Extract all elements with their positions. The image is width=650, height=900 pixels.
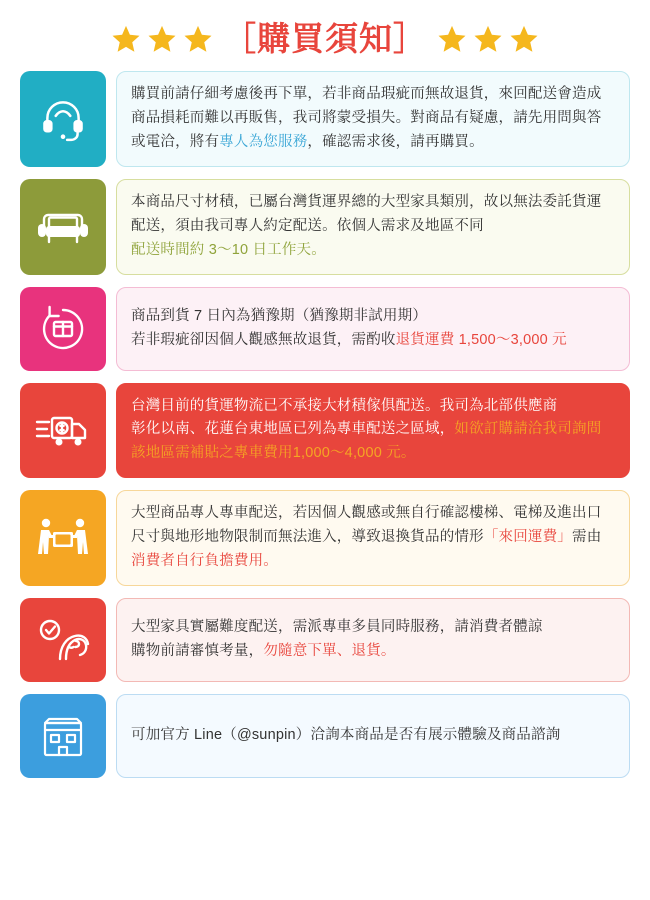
notice-line: 或電洽，將有專人為您服務，確認需求後，請再購買。 bbox=[131, 133, 484, 150]
movers-carry-icon bbox=[20, 490, 106, 586]
notice-row-delivery-size bbox=[20, 179, 630, 275]
star-icon bbox=[437, 24, 467, 54]
notice-row-access-restriction bbox=[20, 490, 630, 586]
notice-row-service bbox=[20, 71, 630, 167]
customer-check-icon bbox=[20, 598, 106, 682]
freight-truck-icon bbox=[20, 383, 106, 479]
star-icon bbox=[111, 24, 141, 54]
notice-line: 本商品尺寸材積，已屬台灣貨運界總的大型家具類別，故以無法委託貨運 bbox=[131, 193, 602, 210]
notice-line: 商品到貨 7 日內為猶豫期（猶豫期非試用期） bbox=[131, 307, 428, 324]
page-title-text: ［購買須知］ bbox=[223, 20, 427, 57]
notice-line: 配送，須由我司專人約定配送。依個人需求及地區不同 bbox=[131, 217, 484, 234]
notice-row-remote-area-fee bbox=[20, 383, 630, 479]
notice-line: 大型商品專人專車配送，若因個人觀感或無自行確認樓梯、電梯及進出口 bbox=[131, 505, 602, 522]
notice-line: 配送時間約 3～10 日工作天。 bbox=[131, 241, 326, 258]
notice-text-delivery-size bbox=[116, 179, 630, 275]
notice-text-return-period bbox=[116, 287, 630, 371]
notice-text-remote-area-fee bbox=[116, 383, 630, 479]
notice-line: 購買前請仔細考慮後再下單，若非商品瑕疵而無故退貨，來回配送會造成 bbox=[131, 86, 602, 102]
notice-text-careful-purchase bbox=[116, 598, 630, 682]
notice-line: 該地區需補貼之專車費用1,000～4,000 元。 bbox=[131, 445, 416, 462]
notice-row-return-period bbox=[20, 287, 630, 371]
sofa-icon bbox=[20, 179, 106, 275]
notice-line: 尺寸與地形地物限制而無法進入，導致退換貨品的情形「來回運費」需由 bbox=[131, 529, 602, 546]
notice-line: 若非瑕疵卻因個人觀感無故退貨，需酌收退貨運費 1,500～3,000 元 bbox=[131, 331, 567, 348]
star-icon bbox=[509, 24, 539, 54]
showroom-building-icon bbox=[20, 694, 106, 778]
notice-row-showroom-line bbox=[20, 694, 630, 778]
notice-line: 大型家具實屬難度配送，需派專車多員同時服務，請消費者體諒 bbox=[131, 619, 543, 636]
notice-line: 台灣目前的貨運物流已不承接大材積傢俱配送。我司為北部供應商 bbox=[131, 397, 558, 414]
notice-line: 消費者自行負擔費用。 bbox=[131, 553, 278, 570]
star-icon bbox=[183, 24, 213, 54]
notice-line: 購物前請審慎考量，勿隨意下單、退貨。 bbox=[131, 643, 396, 660]
notice-line: 彰化以南、花蓮台東地區已列為專車配送之區域，如欲訂購請洽我司詢問 bbox=[131, 421, 602, 438]
return-box-icon bbox=[20, 287, 106, 371]
headset-support-icon bbox=[20, 71, 106, 167]
star-icon bbox=[147, 24, 177, 54]
notice-row-careful-purchase bbox=[20, 598, 630, 682]
notice-line: 可加官方 Line（@sunpin）洽詢本商品是否有展示體驗及商品諮詢 bbox=[131, 727, 561, 744]
notice-list bbox=[0, 71, 650, 778]
notice-text-access-restriction bbox=[116, 490, 630, 586]
page-title bbox=[0, 0, 650, 71]
notice-text-showroom-line bbox=[116, 694, 630, 778]
notice-line: 商品損耗而難以再販售，我司將蒙受損失。對商品有疑慮，請先用問與答 bbox=[131, 109, 602, 126]
notice-text-service bbox=[116, 71, 630, 167]
star-icon bbox=[473, 24, 503, 54]
